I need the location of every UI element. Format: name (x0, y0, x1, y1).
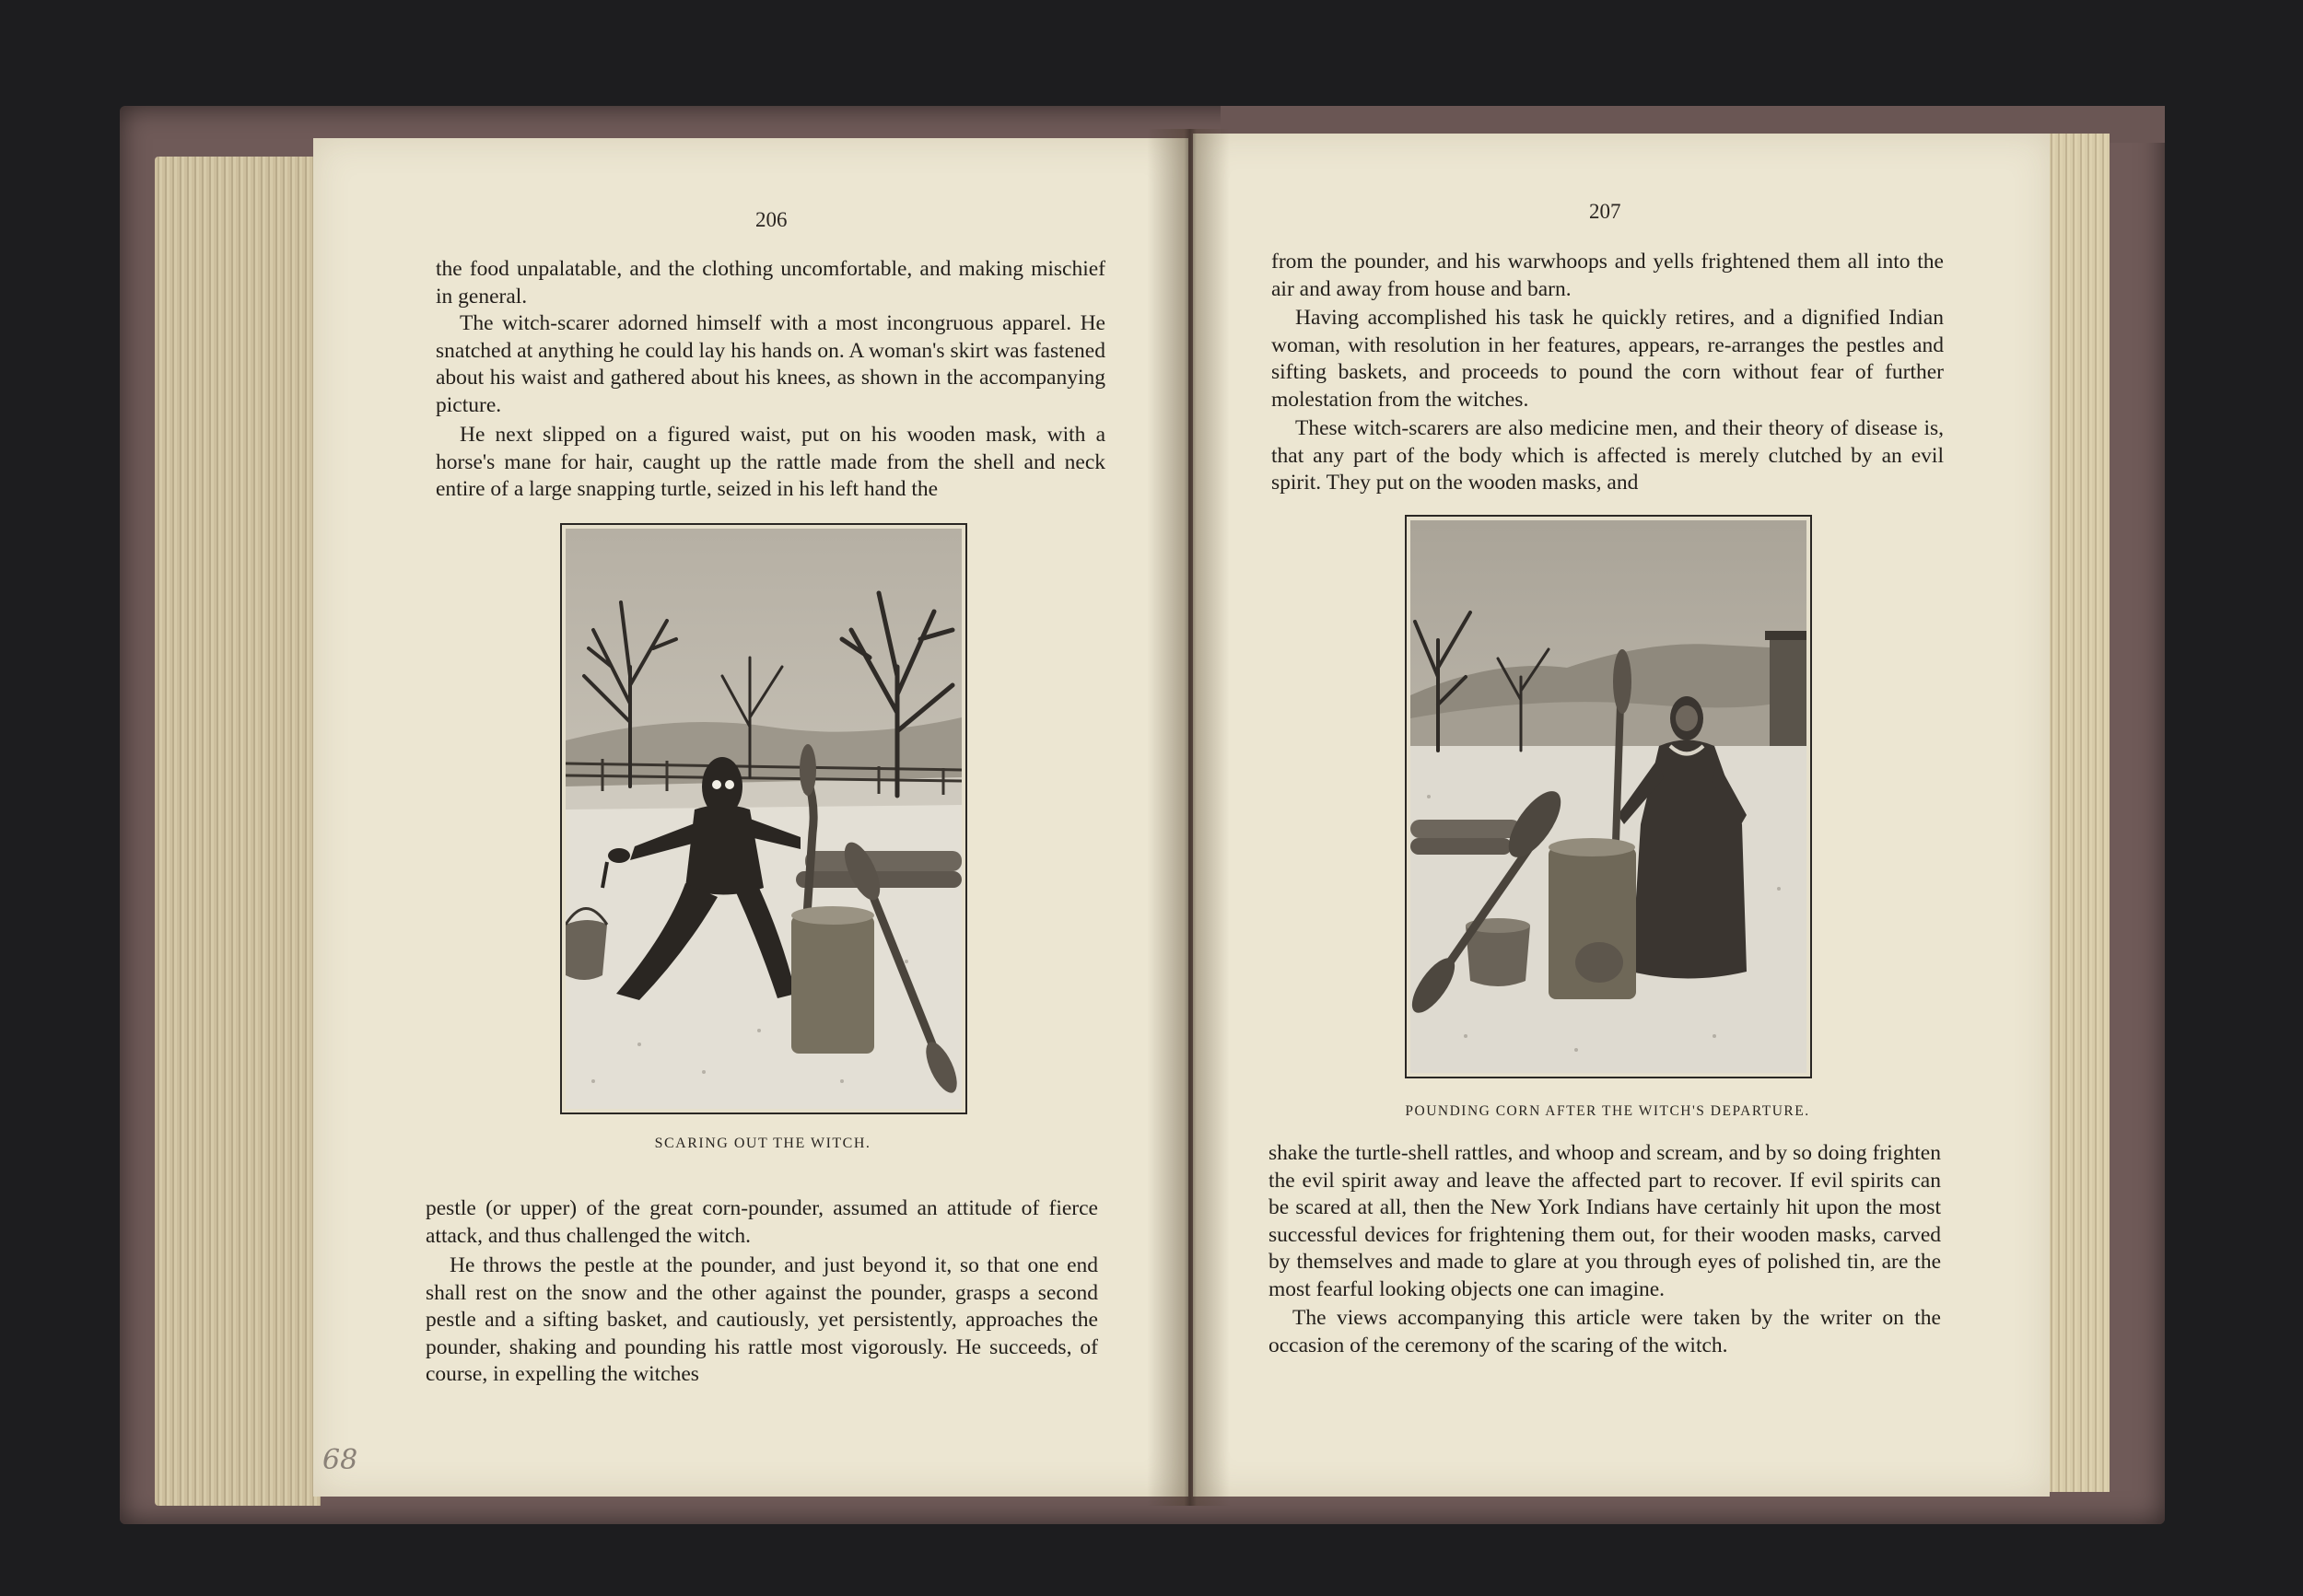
book-gutter-shadow (1147, 129, 1230, 1506)
right-page-number: 207 (1589, 200, 1621, 223)
right-photo-caption: POUNDING CORN AFTER THE WITCH'S DEPARTURE. (1405, 1103, 1810, 1119)
pounding-corn-photo-illustration (1410, 520, 1806, 1073)
photo-scaring-witch (560, 523, 967, 1114)
paragraph: He throws the pestle at the pounder, and just beyond it, so that one end shall rest on the snow and the other against the pounder, grasps a second pestle and a sifting basket, and cautiously, yet persistently, approaches the pounder, shaking and pounding his rattle most vigorously. He succeeds, of course, in expelling the witches (426, 1253, 1098, 1386)
paragraph: The witch-scarer adorned himself with a most incongruous apparel. He snatched at anything he could lay his hands on. A woman's skirt was fastened about his waist and gathered about his knees, as shown in the accompanying picture. (436, 311, 1105, 417)
left-bottom-text (426, 1195, 1098, 1389)
left-page (313, 138, 1188, 1497)
paragraph: Having accomplished his task he quickly retires, and a dignified Indian woman, with resolution in her features, appears, re-arranges the pestles and sifting baskets, and proceeds to pound the corn without fear of further molestation from the witches. (1271, 306, 1944, 412)
right-page-edges (2040, 134, 2110, 1492)
left-photo-caption: SCARING OUT THE WITCH. (654, 1136, 871, 1151)
paragraph: pestle (or upper) of the great corn-pounder, assumed an attitude of fierce attack, and thus challenged the witch. (426, 1196, 1098, 1248)
left-page-number: 206 (755, 208, 788, 231)
right-top-text (1271, 249, 1944, 497)
right-bottom-text (1268, 1140, 1941, 1359)
left-page-edges (155, 157, 321, 1506)
left-top-text (436, 256, 1105, 504)
photo-pounding-corn (1405, 515, 1812, 1078)
paragraph: the food unpalatable, and the clothing uncomfortable, and making mischief in general. (436, 257, 1105, 309)
paragraph: shake the turtle-shell rattles, and whoop and scream, and by so doing frighten the evil spirit away and leave the affected part to recover. If evil spirits can be scared at all, then the New York Indians have certainly hit upon the most successful devices for frightening them out, for their wooden masks, carved by themselves and made to glare at you through eyes of polished tin, are the most fearful looking objects one can imagine. (1268, 1141, 1941, 1301)
right-page (1193, 134, 2050, 1497)
pencil-annotation: 68 (322, 1444, 358, 1476)
witch-scarer-photo-illustration (566, 529, 962, 1109)
paragraph: These witch-scarers are also medicine men, and their theory of disease is, that any part of the body which is affected is merely clutched by an evil spirit. They put on the wooden masks, and (1271, 416, 1944, 495)
paragraph: from the pounder, and his warwhoops and yells frightened them all into the air and away from house and barn. (1271, 250, 1944, 301)
paragraph: He next slipped on a figured waist, put on his wooden mask, with a horse's mane for hair, caught up the rattle made from the shell and neck entire of a large snapping turtle, seized in his left hand the (436, 423, 1105, 501)
paragraph: The views accompanying this article were taken by the writer on the occasion of the ceremony of the scaring of the witch. (1268, 1306, 1941, 1357)
